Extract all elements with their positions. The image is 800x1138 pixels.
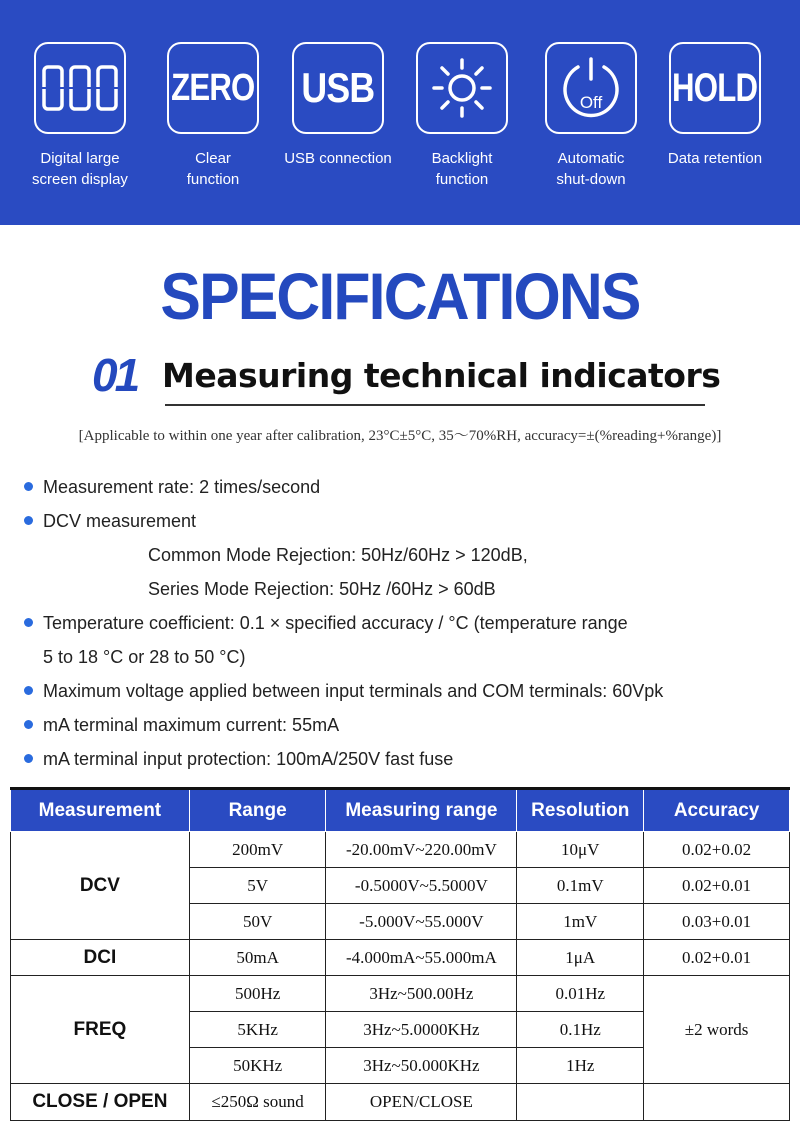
list-subitem [24, 572, 784, 606]
feature-backlight [407, 42, 517, 190]
feature-usb [283, 42, 393, 169]
table-cell: 0.1mV [517, 868, 644, 904]
feature-caption-line1: Automatic [557, 150, 625, 167]
table-cell: 50V [189, 904, 326, 940]
feature-zero [158, 42, 268, 190]
bullet-dot [24, 686, 33, 695]
spec-bullet-list [24, 470, 784, 776]
feature-caption-line2: shut-down [556, 171, 626, 188]
section-title: Measuring technical indicators [162, 356, 721, 395]
column-header: Measuring range [326, 789, 517, 832]
feature-caption-line2: screen display [32, 171, 128, 188]
feature-caption-line1: Clear [195, 150, 231, 167]
table-cell: -5.000V~55.000V [326, 904, 517, 940]
table-cell: OPEN/CLOSE [326, 1084, 517, 1121]
feature-caption-line2: function [435, 171, 489, 188]
bullet-dot [24, 754, 33, 763]
column-header: Accuracy [644, 789, 790, 832]
table-header-row [11, 789, 790, 832]
bullet-text: mA terminal maximum current: 55mA [43, 715, 340, 735]
list-item [24, 742, 784, 776]
table-cell: ±2 words [644, 976, 790, 1084]
table-cell: 0.01Hz [517, 976, 644, 1012]
digits-display-icon [34, 42, 126, 134]
table-cell: 0.02+0.01 [644, 940, 790, 976]
table-cell: 50mA [189, 940, 326, 976]
feature-caption-line1: Data retention [667, 150, 763, 167]
table-cell: -0.5000V~5.5000V [326, 868, 517, 904]
list-item [24, 470, 784, 504]
table-cell: 5V [189, 868, 326, 904]
table-cell: 10μV [517, 832, 644, 868]
feature-digital-display [25, 42, 135, 190]
feature-caption-line1: Digital large [40, 150, 120, 167]
hold-icon-text: HOLD [672, 65, 758, 110]
bullet-text: mA terminal input protection: 100mA/250V fast fuse [43, 749, 454, 769]
power-off-text: Off [579, 93, 603, 112]
hold-icon [669, 42, 761, 134]
feature-hold [660, 42, 770, 169]
bullet-dot [24, 720, 33, 729]
table-cell: 200mV [189, 832, 326, 868]
feature-band [0, 0, 800, 225]
bullet-dot [24, 516, 33, 525]
table-cell: 3Hz~500.00Hz [326, 976, 517, 1012]
power-off-icon [545, 42, 637, 134]
spec-table [10, 787, 790, 1121]
list-item [24, 708, 784, 742]
bullet-text: 5 to 18 °C or 28 to 50 °C) [43, 647, 246, 667]
bullet-text: Measurement rate: 2 times/second [43, 477, 321, 497]
sun-backlight-icon [416, 42, 508, 134]
list-item [24, 504, 784, 538]
table-row [11, 1084, 790, 1121]
table-cell: -4.000mA~55.000mA [326, 940, 517, 976]
feature-caption-line2: function [186, 171, 240, 188]
measurement-label: DCI [11, 940, 190, 976]
table-cell: 1Hz [517, 1048, 644, 1084]
bullet-text: Temperature coefficient: 0.1 × specified accuracy / °C (temperature range [43, 613, 628, 633]
column-header: Resolution [517, 789, 644, 832]
bullet-dot [24, 618, 33, 627]
usb-icon [292, 42, 384, 134]
feature-caption-line1: USB connection [284, 150, 392, 167]
table-cell: 0.02+0.02 [644, 832, 790, 868]
measurement-label: CLOSE / OPEN [11, 1084, 190, 1121]
feature-auto-shutdown [536, 42, 646, 190]
list-item [24, 606, 784, 640]
measurement-label: FREQ [11, 976, 190, 1084]
table-cell: ≤250Ω sound [189, 1084, 326, 1121]
table-cell: 1mV [517, 904, 644, 940]
table-cell: 5KHz [189, 1012, 326, 1048]
column-header: Range [189, 789, 326, 832]
table-cell: 0.03+0.01 [644, 904, 790, 940]
usb-icon-text: USB [301, 64, 375, 111]
section-number: 01 [92, 349, 138, 401]
bullet-text: Series Mode Rejection: 50Hz /60Hz > 60dB [148, 579, 496, 599]
feature-caption-line1: Backlight [431, 150, 493, 167]
bullet-text: Maximum voltage applied between input terminals and COM terminals: 60Vpk [43, 681, 664, 701]
table-cell: 0.02+0.01 [644, 868, 790, 904]
table-cell: 3Hz~5.0000KHz [326, 1012, 517, 1048]
table-cell [644, 1084, 790, 1121]
measurement-label: DCV [11, 832, 190, 940]
table-cell: 50KHz [189, 1048, 326, 1084]
table-row [11, 832, 790, 868]
list-item-continuation [24, 640, 784, 674]
section-note: [Applicable to within one year after calibration, 23°C±5°C, 35～70%RH, accuracy=±(%reading+%range)] [78, 428, 722, 444]
zero-icon [167, 42, 259, 134]
table-cell: -20.00mV~220.00mV [326, 832, 517, 868]
table-cell: 0.1Hz [517, 1012, 644, 1048]
table-cell: 500Hz [189, 976, 326, 1012]
table-cell [517, 1084, 644, 1121]
bullet-dot [24, 482, 33, 491]
table-row [11, 940, 790, 976]
section-divider [165, 404, 705, 406]
page-title: SPECIFICATIONS [160, 259, 640, 333]
list-item [24, 674, 784, 708]
list-subitem [24, 538, 784, 572]
table-row [11, 976, 790, 1012]
zero-icon-text: ZERO [171, 66, 255, 109]
column-header: Measurement [11, 789, 190, 832]
bullet-text: DCV measurement [43, 511, 197, 531]
table-cell: 1μA [517, 940, 644, 976]
table-cell: 3Hz~50.000KHz [326, 1048, 517, 1084]
bullet-text: Common Mode Rejection: 50Hz/60Hz > 120dB, [148, 545, 528, 565]
